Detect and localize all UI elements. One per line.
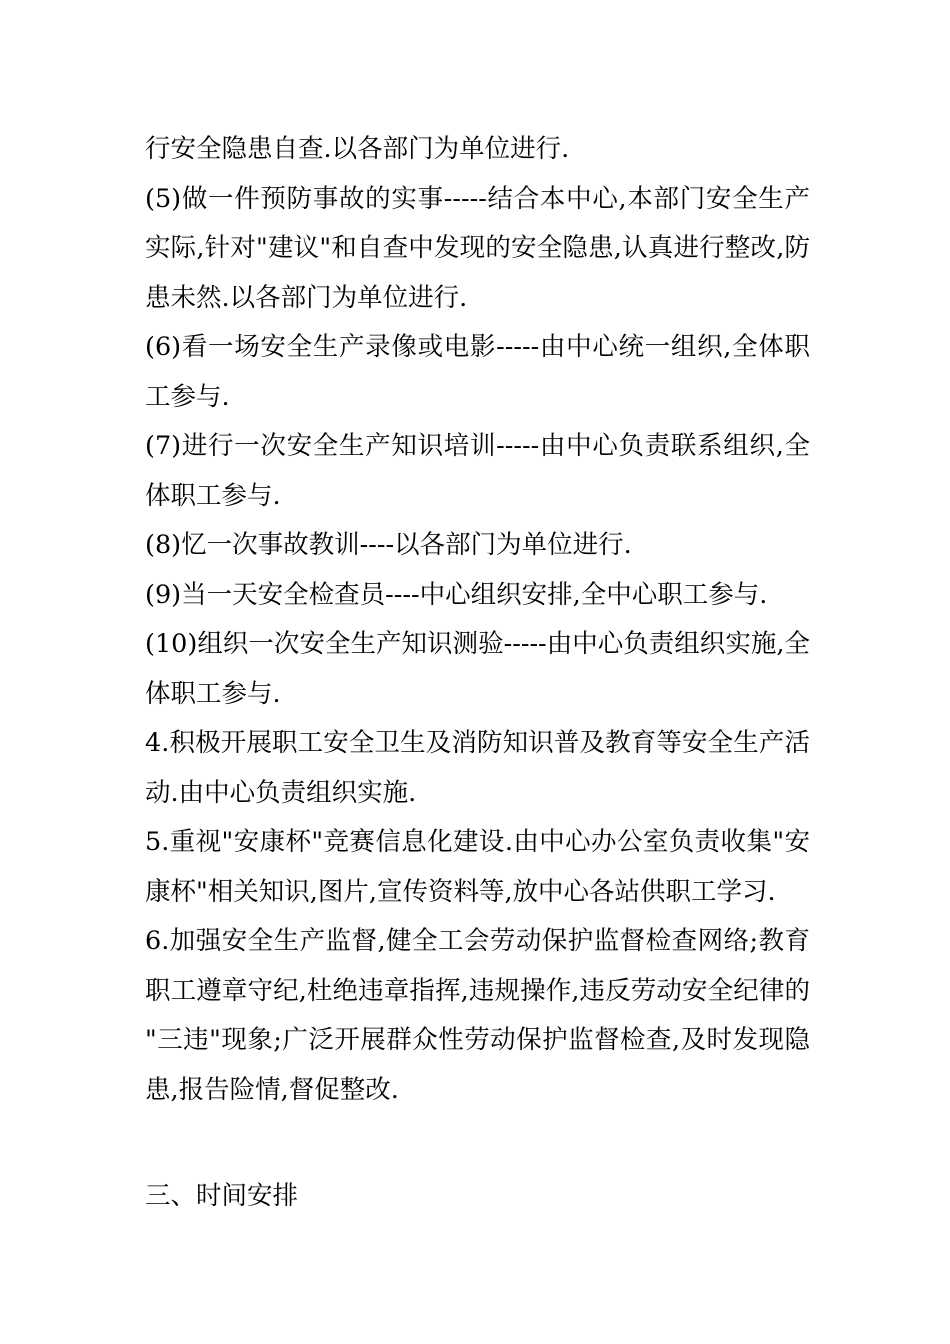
paragraph-item-8: (8)忆一次事故教训----以各部门为单位进行. <box>145 530 632 560</box>
paragraph-item-10: (10)组织一次安全生产知识测验-----由中心负责组织实施,全体职工参与. <box>145 629 810 709</box>
paragraph-point-5: 5.重视"安康杯"竞赛信息化建设.由中心办公室负责收集"安康杯"相关知识,图片,宣传资料等,放中心各站供职工学习. <box>145 827 810 907</box>
section-heading-schedule: 三、时间安排 <box>145 1181 299 1211</box>
paragraph-item-5: (5)做一件预防事故的实事-----结合本中心,本部门安全生产实际,针对"建议"和自查中发现的安全隐患,认真进行整改,防患未然.以各部门为单位进行. <box>145 183 810 313</box>
document-body <box>145 125 810 1115</box>
paragraph-item-9: (9)当一天安全检查员----中心组织安排,全中心职工参与. <box>145 579 768 610</box>
paragraph-item-7: (7)进行一次安全生产知识培训-----由中心负责联系组织,全体职工参与. <box>145 431 810 511</box>
paragraph-point-4: 4.积极开展职工安全卫生及消防知识普及教育等安全生产活动.由中心负责组织实施. <box>145 728 810 808</box>
paragraph-point-6: 6.加强安全生产监督,健全工会劳动保护监督检查网络;教育职工遵章守纪,杜绝违章指挥,违规操作,违反劳动安全纪律的"三违"现象;广泛开展群众性劳动保护监督检查,及时发现隐患,报告险情,督促整改. <box>145 926 810 1105</box>
paragraph-self-inspection-tail: 行安全隐患自查.以各部门为单位进行. <box>145 134 570 164</box>
paragraph-item-6: (6)看一场安全生产录像或电影-----由中心统一组织,全体职工参与. <box>145 332 810 412</box>
